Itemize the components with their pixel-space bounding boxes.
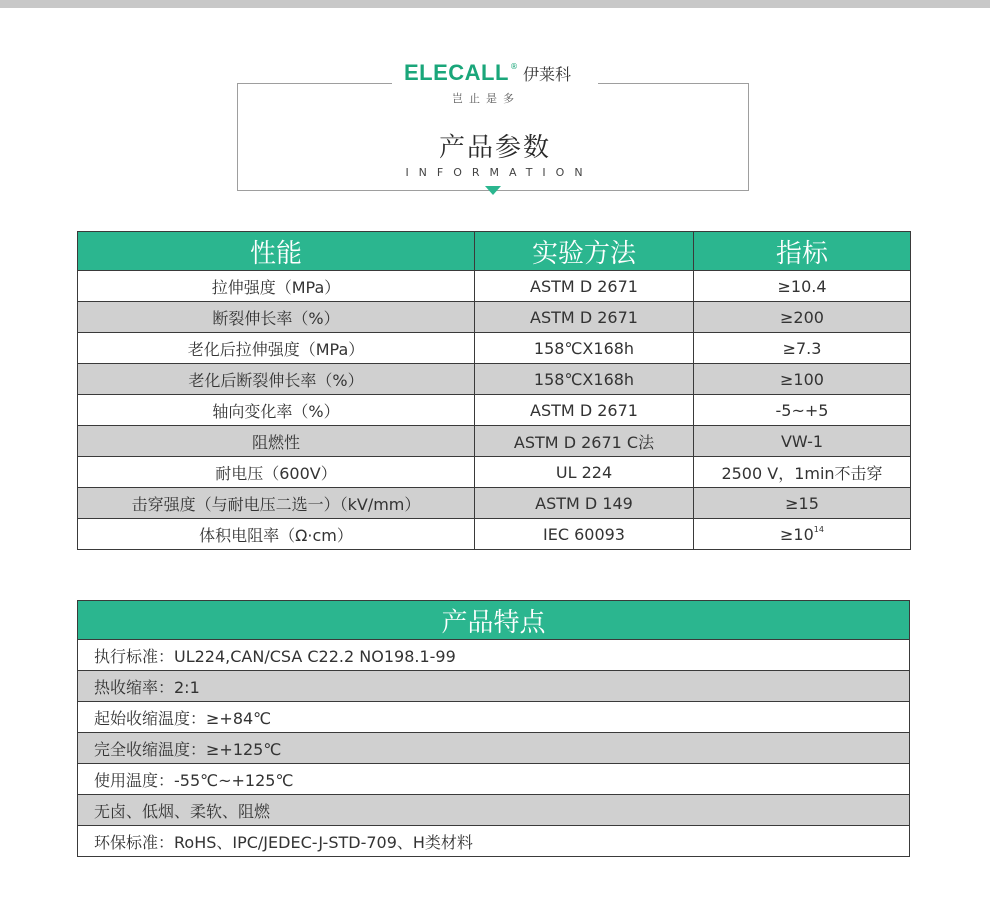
table-row [78,333,911,364]
cell-spec: ≥100 [694,364,911,395]
spec-exponent: 14 [813,524,824,534]
cell-spec: ≥15 [694,488,911,519]
brand-slogan: 岂止是多 [452,92,520,105]
table-header-row [78,601,910,640]
cell-method: ASTM D 2671 [475,271,694,302]
logo-chinese-name: 伊莱科 [522,64,571,84]
feature-text: 环保标准：RoHS、IPC/JEDEC-J-STD-709、H类材料 [78,826,910,857]
cell-method: 158℃X168h [475,364,694,395]
feature-text: 无卤、低烟、柔软、阻燃 [78,795,910,826]
features-table [77,600,910,857]
cell-spec: ≥200 [694,302,911,333]
cell-method: ASTM D 2671 C法 [475,426,694,457]
brand-logo [404,60,571,86]
list-item [78,795,910,826]
cell-method: ASTM D 149 [475,488,694,519]
list-item [78,764,910,795]
cell-method: ASTM D 2671 [475,395,694,426]
parameters-table [77,231,911,550]
feature-text: 起始收缩温度：≥+84℃ [78,702,910,733]
column-header-property: 性能 [78,232,475,271]
cell-property: 轴向变化率（%） [78,395,475,426]
column-header-method: 实验方法 [475,232,694,271]
top-divider-bar [0,0,990,8]
cell-method: UL 224 [475,457,694,488]
feature-text: 执行标准：UL224,CAN/CSA C22.2 NO198.1-99 [78,640,910,671]
table-row [78,395,911,426]
cell-property: 拉伸强度（MPa） [78,271,475,302]
table-row [78,302,911,333]
table-row [78,519,911,550]
list-item [78,640,910,671]
list-item [78,826,910,857]
table-row [78,426,911,457]
cell-spec [694,519,911,550]
cell-property: 击穿强度（与耐电压二选一）（kV/mm） [78,488,475,519]
cell-property: 阻燃性 [78,426,475,457]
cell-property: 体积电阻率（Ω·cm） [78,519,475,550]
table-row [78,364,911,395]
cell-property: 耐电压（600V） [78,457,475,488]
logo-wordmark: ELECALL [404,60,509,85]
spec-value: ≥10 [780,524,814,544]
down-arrow-icon [485,186,501,195]
features-header: 产品特点 [78,601,910,640]
cell-property: 老化后断裂伸长率（%） [78,364,475,395]
cell-spec: VW-1 [694,426,911,457]
cell-spec: -5~+5 [694,395,911,426]
cell-method: 158℃X168h [475,333,694,364]
feature-text: 完全收缩温度：≥+125℃ [78,733,910,764]
section-title: 产品参数 [438,133,551,163]
cell-method: ASTM D 2671 [475,302,694,333]
table-row [78,271,911,302]
registered-mark: ® [509,62,518,71]
section-subtitle: INFORMATION [405,166,593,179]
list-item [78,702,910,733]
feature-text: 使用温度：-55℃~+125℃ [78,764,910,795]
cell-property: 断裂伸长率（%） [78,302,475,333]
table-row [78,488,911,519]
cell-spec: ≥10.4 [694,271,911,302]
cell-method: IEC 60093 [475,519,694,550]
cell-spec: ≥7.3 [694,333,911,364]
cell-property: 老化后拉伸强度（MPa） [78,333,475,364]
list-item [78,733,910,764]
column-header-spec: 指标 [694,232,911,271]
table-header-row [78,232,911,271]
table-row [78,457,911,488]
list-item [78,671,910,702]
feature-text: 热收缩率：2:1 [78,671,910,702]
cell-spec: 2500 V，1min不击穿 [694,457,911,488]
